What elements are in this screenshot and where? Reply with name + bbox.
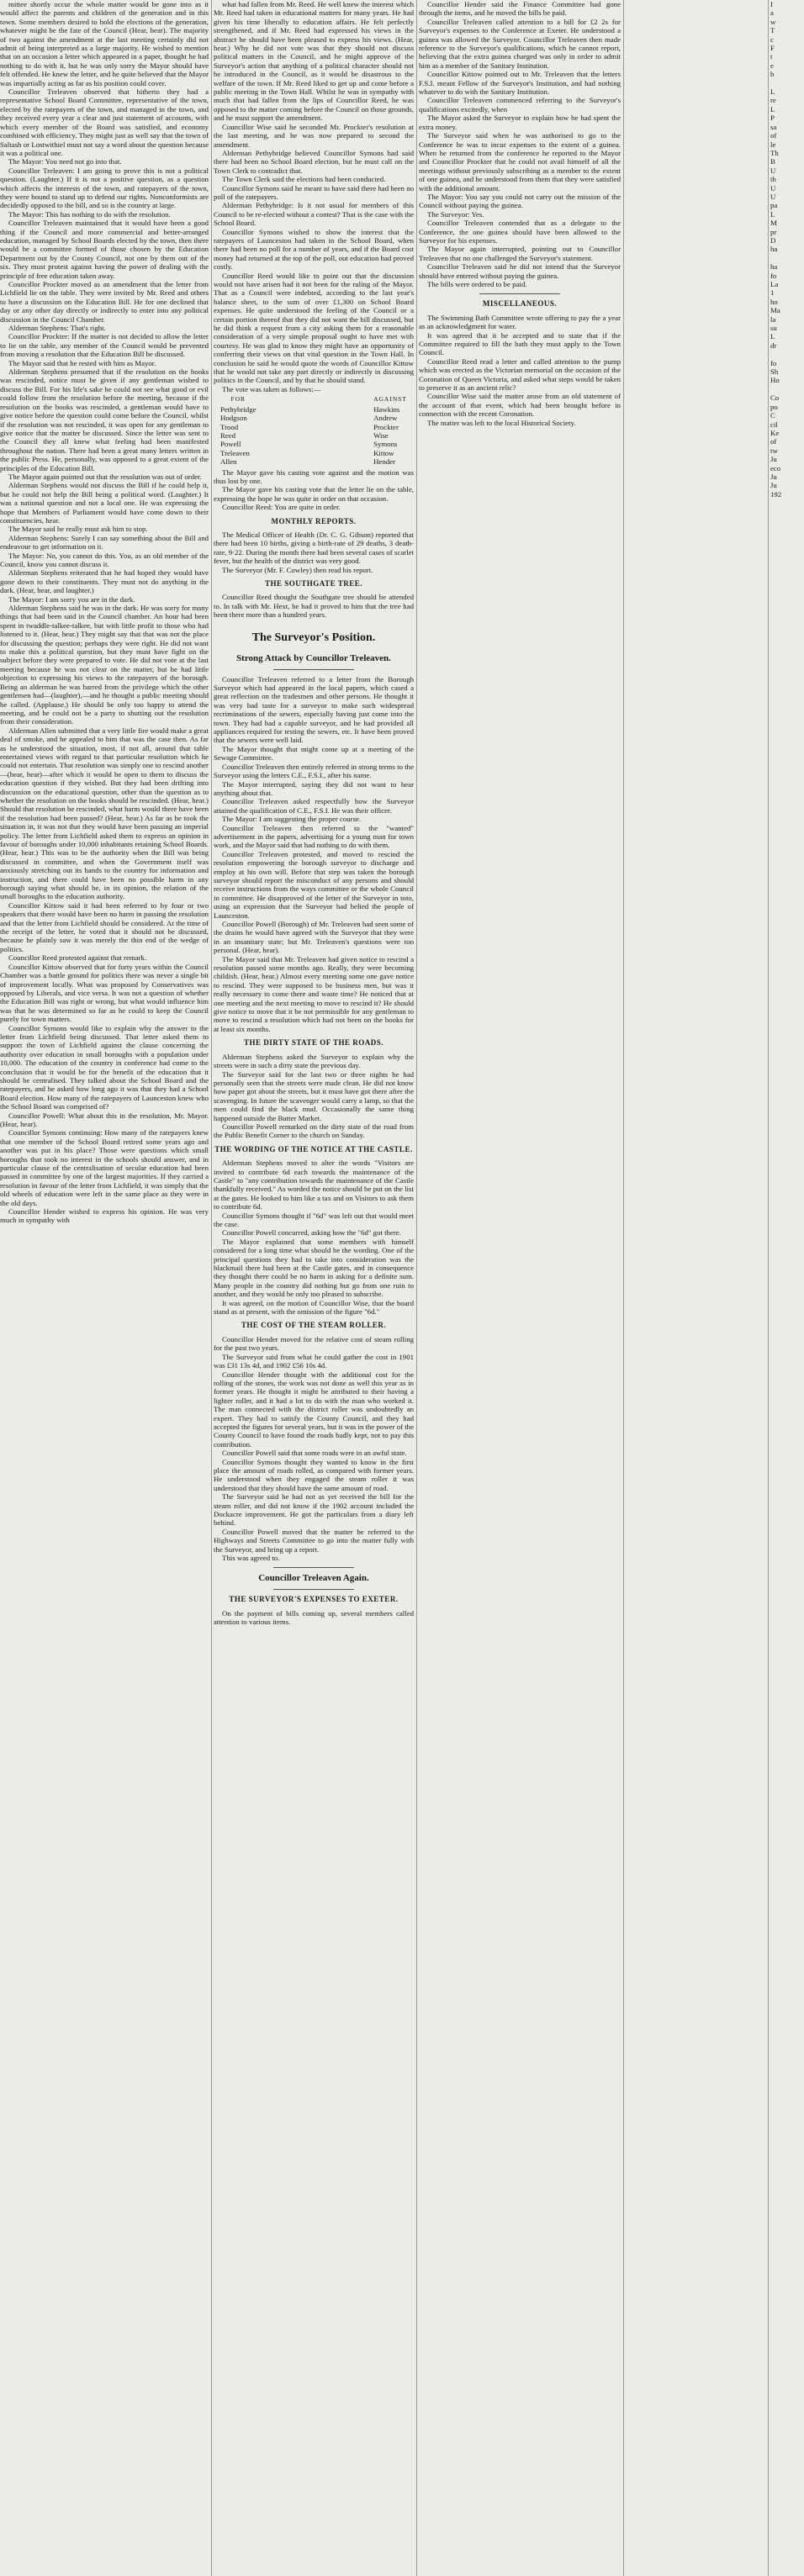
- paragraph: The Mayor said that Mr. Treleaven had given notice to rescind a resolution passed some months ago. Really, they were becoming childish. (Hear, hear.) Almost every meeting some one gave notice to rescind. They were supposed to be business men, but was it really necessary to come there and waste time? He noticed that at one meeting and the next meeting to move to rescind it? He should give notice to move that it be not permissible for any gentleman to move to rescind a resolution which had not been on the books for at least six months.: [214, 954, 414, 1033]
- paragraph: On the payment of bills coming up, several members called attention to various items.: [214, 1608, 414, 1627]
- margin-letter: Ju: [770, 472, 777, 481]
- margin-letter: fo: [770, 358, 777, 367]
- column-1: [0, 0, 209, 2576]
- margin-letter: C: [770, 411, 775, 420]
- section-heading: MONTHLY REPORTS.: [271, 516, 357, 525]
- vote-name: Hodgson: [220, 414, 247, 423]
- paragraph: The Town Clerk said the elections had been conducted.: [222, 175, 386, 184]
- margin-letter-list: [770, 0, 804, 499]
- vote-name: Andrew: [373, 414, 398, 423]
- section-heading: The Surveyor's Position.: [251, 631, 376, 644]
- margin-letter: Ke: [770, 428, 780, 437]
- paragraph: Councillor Symons thought they wanted to know in the first place the amount of roads rolled, as compared with former years. He understood when they engaged the steam roller it was understood that they should have the same amount of road.: [214, 1457, 414, 1492]
- margin-letter: 192: [770, 489, 782, 499]
- paragraph: Alderman Stephens would not discuss the Bill if he could help it, but he could not help the Bill being a political word. (Laughter.) It was a national question and not a local one. He was expressing the hope that Members of Parliament would have come down to their constituencies, hear.: [0, 481, 209, 525]
- paragraph: Councillor Kittow said it had been referred to by four or two speakers that there would have been no harm in passing the resolution and that the letter from Lichfield should be considered. At the time of the receipt of the letter, he voted that it should not be discussed, because he plainly saw it was merely the thin end of the wedge of politics.: [0, 900, 209, 953]
- paragraph: The Mayor again interrupted, pointing out to Councillor Treleaven that no one challenged the Surveyor's statement.: [419, 245, 621, 262]
- paragraph: Councillor Wise said he seconded Mr. Prockter's resolution at the last meeting, and he was now prepared to second the amendment.: [214, 122, 414, 149]
- paragraph: The Surveyor (Mr. F. Cowley) then read his report.: [222, 565, 373, 574]
- margin-letter: L: [770, 87, 775, 97]
- paragraph: Councillor Hender said the Finance Committee had gone through the items, and he moved the bills be paid.: [419, 0, 621, 18]
- cropped-adjacent-column: [770, 0, 804, 2576]
- paragraph: The Mayor: You say you could not carry out the mission of the Council without paying the guinea.: [419, 192, 621, 210]
- margin-letter: c: [770, 34, 774, 44]
- paragraph: Councillor Kittow observed that for forty years within the Council Chamber was a battle ground for politics there was never a single bit of improvement locally. What was proposed by Conservatives was opposed by Liberals, and vice versa. It was not a question of whether the Education Bill was right or wrong, but what would influence him was that he was determined so far as he could to keep the Council purely for town matters.: [0, 962, 209, 1024]
- column-3: [419, 0, 621, 2576]
- paragraph: Councillor Reed read a letter and called attention to the pump which was erected as the Victorian memorial on the occasion of the Coronation of Queen Victoria, and asked what steps would be taken to preserve it as an ancient relic?: [419, 356, 621, 393]
- paragraph: Alderman Stephens presumed that if the resolution on the books was rescinded, notice must be given if any gentleman wished to discuss the Bill. For his life's sake he could not see what good or evil could follow from the resolution before the meeting, because if the resolution on the books was rescinded, a gentleman would have to give notice before the question could come before the Council, whilst if the resolution was not rescinded, it was open for any gentleman to give notice that the matter be discussed. Since the letter was sent to the Council they all knew what feeling had been manifested throughout the nation. There had been a great many letters written in the public Press. He, personally, was opposed to a great extent of the principles of the Education Bill.: [0, 367, 209, 472]
- column-2: [214, 0, 414, 2576]
- paragraph: Councillor Symons would like to explain why the answer to the letter from Lichfield being discussed. That letter asked them to support the town of Lichfield against the clause concerning the authority over education in small boroughs with a population under 10,000. The education of the country in conference had come to the conclusion that it would be for the benefit of the education that it should be centralised. They talked about the School Board and the ratepayers, and he asked how long ago it was that they had a School Board election. How many of the ratepayers of Launceston knew who the School Board was comprised of?: [0, 1023, 209, 1111]
- paragraph: Councillor Treleaven then entirely referred in strong terms to the Surveyor using the letters C.E., F.S.I., after his name.: [214, 762, 414, 780]
- paragraph: Councillor Powell said that some roads were in an awful state.: [222, 1449, 407, 1458]
- votes-for-heading: FOR: [230, 395, 246, 404]
- votes-against-heading: AGAINST: [373, 395, 407, 404]
- margin-letter: Co: [770, 393, 780, 403]
- margin-letter: ho: [770, 297, 778, 306]
- paragraph: Councillor Powell remarked on the dirty state of the road from the Public Benefit Corner to the church on Sunday.: [214, 1122, 414, 1140]
- paragraph: Councillor Powell (Borough) of Mr. Treleaven had seen some of the drains he would have agreed with the Surveyor that they were in an insanitary state; but Mr. Treleaven's questions were too personal. (Hear, hear).: [214, 920, 414, 955]
- paragraph: Councillor Treleaven observed that hitherto they had a representative School Board Committee, representative of the town, elected by the ratepayers of the town, and managed in the town, and they received every year a clear and just statement of accounts, with which every member of the Board was satisfied, and economy combined with efficiency. They might just as well say that the town of Saltash or Lostwithiel must not say a word about the question because it was a political one.: [0, 87, 209, 157]
- margin-letter: th: [770, 175, 776, 184]
- paragraph: This was agreed to.: [222, 1554, 280, 1563]
- paragraph: The Mayor: This has nothing to do with the resolution.: [8, 209, 171, 219]
- margin-letter: ha: [770, 245, 778, 254]
- paragraph: Councillor Symons continuing: How many of the ratepayers knew that one member of the School Board retired some years ago and another was put in his place? Those were questions which small boroughs that took no interest in the schools should answer, and in particular clause of the centralisation of secular education had been passed in committee by one of the largest majorities. If they carried a resolution in favour of the letter from Lichfield, it was simply that the old wheels of education were left in the same place as they were in the old days.: [0, 1128, 209, 1207]
- vote-name: Trood: [220, 422, 239, 431]
- paragraph: Councillor Reed thought the Southgate tree should be attended to. In talk with Mr. Hext, he had it proved to him that the tree had been there more than a hundred years.: [214, 593, 414, 620]
- paragraph: Alderman Stephens asked the Surveyor to explain why the streets were in such a dirty state the previous day.: [214, 1052, 414, 1070]
- paragraph: Alderman Stephens moved to alter the words "Visitors are invited to contribute 6d each towards the maintenance of the Castle" to "any contribution towards the maintenance of the Castle thankfully received." As worded the notice should be put on the list at the gates. He looked to him like a tax and on Visitors to ask them to contribute 6d.: [214, 1159, 414, 1211]
- paragraph: Councillor Treleaven protested, and moved to rescind the resolution empowering the borough surveyor to discharge and employ at his own will. Before that step was taken the borough surveyor should report the misconduct of any persons and should receive instructions from the ways committee or the whole Council in committee. He disapproved of the letter of the Surveyor in toto, using an expression that the Surveyor had belied the people of Launceston.: [214, 849, 414, 920]
- margin-letter: I: [770, 0, 773, 8]
- paragraph: The Mayor: I am sorry you are in the dark.: [8, 594, 135, 604]
- margin-letter: sa: [770, 122, 777, 131]
- paragraph: Councillor Treleaven: I am going to prove this is not a political question. (Laughter.) If it is not a positive question, as a question which affects the interests of the town, and ratepayers of the town, they were bound to stand up to defend our rights. Nonconformists are decidedly opposed to the bill, and so is the country at large.: [0, 166, 209, 210]
- paragraph: The Mayor thought that might come up at a meeting of the Sewage Committee.: [214, 744, 414, 763]
- margin-letter: [770, 385, 804, 393]
- paragraph: The Mayor: You need not go into that.: [8, 157, 122, 166]
- divider: [273, 1567, 353, 1568]
- vote-table: [220, 395, 407, 466]
- column-rule: [768, 0, 769, 2576]
- section-heading: MISCELLANEOUS.: [482, 299, 558, 309]
- paragraph: The Mayor said that he rested with him as Mayor.: [8, 358, 156, 367]
- column-rule: [416, 0, 417, 2576]
- margin-letter: cil: [770, 420, 778, 429]
- paragraph: Alderman Pethybridge believed Councillor Symons had said there had been no School Board election, but he must call on the Town Clerk to contradict that.: [214, 148, 414, 175]
- paragraph: Councillor Treleaven commenced referring to the Surveyor's qualifications excitedly, when: [419, 96, 621, 113]
- section-subheading: Strong Attack by Councillor Treleaven.: [236, 652, 391, 663]
- margin-letter: L: [770, 104, 775, 113]
- margin-letter: w: [770, 17, 776, 26]
- margin-letter: pa: [770, 201, 778, 210]
- margin-letter: La: [770, 280, 779, 288]
- section-heading: THE WORDING OF THE NOTICE AT THE CASTLE.: [214, 1144, 413, 1153]
- vote-name: Reed: [220, 430, 236, 440]
- vote-name: Prockter: [373, 422, 399, 431]
- paragraph: Councillor Treleaven called attention to a bill for £2 2s for Surveyor's expenses to the Conference at Exeter. He understood a guinea was allowed the Surveyor. Councillor Treleaven then made reference to the Surveyor's qualifications, which he cannot report, believing that the extra guinea charged was only in order to admit him as a member of the Sanitary Institution.: [419, 17, 621, 70]
- margin-letter: e: [770, 61, 774, 70]
- vote-name: Pethybridge: [220, 404, 257, 414]
- paragraph: Councillor Symons wished to show the interest that the ratepayers of Launceston had taken in the School Board, when there had been no poll for a number of years, and if the Board cost money had returned at the top of the poll, out education had proved costly.: [214, 227, 414, 272]
- paragraph: The Surveyor said for the last two or three nights he had personally seen that the streets were made clean. He did not know how paper got about the streets, but it must have got there after the scavenging. In future the scavenger would carry a lamp, so that the men could find the black mud. Occasionally the same thing happened outside the Butter Market.: [214, 1069, 414, 1122]
- section-heading: THE COST OF THE STEAM ROLLER.: [241, 1321, 387, 1330]
- paragraph: Councillor Symons said he meant to have said there had been no poll of the ratepayers.: [214, 183, 414, 201]
- margin-letter: [770, 254, 804, 262]
- paragraph: Councillor Powell moved that the matter be referred to the Highways and Streets Committee to go into the matter fully with the Surveyor, and bring up a report.: [214, 1527, 414, 1554]
- margin-letter: P: [770, 113, 775, 123]
- paragraph: The Mayor: I am suggesting the proper course.: [222, 815, 362, 824]
- paragraph: Councillor Treleaven asked respectfully how the Surveyor attained the qualification of C.E., F.S.I. He was their officer.: [214, 797, 414, 815]
- paragraph: Alderman Allen submitted that a very little fire would make a great deal of smoke, and he appealed to him that was the case then. As far as he understood the situation, most, if not all, around that table entertained views with regard to that particular resolution which he could not entertain. That resolution was simply one to rescind another—(hear, hear)—after which it would be open to them to discuss the education question if they wished. But they had been drifting into discussion on the educational question, other than the question as to whether the resolution on the books should be rescinded. (Hear, hear.) Should that resolution be rescinded, what harm would there have been if the resolution had been passed? (Hear, hear.) As far as he took the situation in, it was not that they would have been passing an imperial policy. The letter from Lichfield asked them to express an opinion in favour of boroughs under 10,000 inhabitants retaining School Boards. (Hear, hear.) This was to be the authority when the Bill was being discussed in committee, and when the Government itself was anxiously stretching out its hands to the country for information and instruction, and there could have been no possible harm in any borough saying what should be, in its opinion, the relation of the small boroughs to the education authority.: [0, 726, 209, 901]
- margin-letter: Ho: [770, 376, 780, 385]
- paragraph: Councillor Reed: You are quite in order.: [222, 503, 341, 512]
- margin-letter: M: [770, 219, 777, 228]
- margin-letter: la: [770, 314, 776, 324]
- paragraph: Councillor Hender moved for the relative cost of steam rolling for the past two years.: [214, 1334, 414, 1353]
- vote-name: Kittow: [373, 448, 394, 457]
- paragraph: Alderman Stephens: Surely I can say something about the Bill and endeavour to get information on it.: [0, 533, 209, 552]
- margin-letter: of: [770, 131, 777, 140]
- paragraph: The Surveyor said when he was authorised to go to the Conference he was to incur expenses to the extent of a guinea. When he returned from the conference he reported to the Mayor and Councillor Prockter that he could not avail himself of all the meetings without previously subscribing as a member to the extent of one guinea, and he understood from them that they were satisfied with the additional amount.: [419, 131, 621, 193]
- paragraph: The Swimming Bath Committee wrote offering to pay the a year as an acknowledgment for water.: [419, 313, 621, 331]
- margin-letter: Ju: [770, 455, 777, 464]
- paragraph: Councillor Hender thought with the additional cost for the rolling of the stones, the work was not done as well this year as in former years. He thought it might be attributed to their having a lighter roller, and it had a lot to do with the man who worked it. The man connected with the district roller was undoubtedly an expert. They had to satisfy the County Council, and they had accepted the figures for several years, but it was in the power of the County Council to have found the roads badly kept, not to pay this contribution.: [214, 1370, 414, 1449]
- paragraph: Councillor Prockter moved as an amendment that the letter from Lichfield lie on the table. They were invited by Mr. Reed and others to have a discussion on the Education Bill. He for one declined that day or any other day directly or indirectly to enter into any political discussion in the Council Chamber.: [0, 280, 209, 324]
- section-heading: Councillor Treleaven Again.: [258, 1573, 369, 1584]
- paragraph: mittee shortly occur the whole matter would be gone into as it would affect the parents and children of the generation and in this town. Some members desired to hold the elections of the generation, whatever might be the fate of the Council (Hear, hear). The majority of two against the amendment at the last meeting certainly did not admit of being interpreted as a large majority. He wished to mention that on an occasion a letter which appeared in a paper, thought he had nothing to do with it, but he was only sorry the Mayor should have felt offended. He knew the letter, and he quite believed that the Mayor was impartially acting as far as his position could cover.: [0, 0, 209, 87]
- votes-for-list: [220, 395, 257, 466]
- section-heading: THE SOUTHGATE TREE.: [265, 579, 362, 588]
- vote-name: Symons: [373, 440, 398, 449]
- paragraph: Councillor Treleaven maintained that it would have been a good thing if the Council and more commercial and better-arranged education, managed by School Boards elected by the town, then there would be a committee formed of those chosen by the Education Department out by the County Council, not one by them out of the six. They must protest against having the power of dealing with the principle of free education taken away.: [0, 219, 209, 280]
- margin-letter: U: [770, 183, 776, 193]
- margin-letter: po: [770, 402, 778, 411]
- divider: [273, 669, 353, 670]
- margin-letter: U: [770, 166, 776, 175]
- margin-letter: ha: [770, 262, 778, 272]
- paragraph: It was agreed that it be accepted and to state that if the Committee required to fill the bath they must apply to the Town Council.: [419, 330, 621, 357]
- margin-letter: a: [770, 8, 774, 18]
- paragraph: Councillor Prockter: If the matter is not decided to allow the letter to lie on the table, any member of the Council would be prevented from moving a resolution that the Education Bill be discussed.: [0, 332, 209, 359]
- margin-letter: F: [770, 44, 775, 53]
- paragraph: The Mayor gave his casting vote that the letter lie on the table, expressing the hope he was quite in order on that occasion.: [214, 485, 414, 503]
- paragraph: The Mayor again pointed out that the resolution was out of order.: [8, 472, 202, 481]
- margin-letter: Th: [770, 148, 779, 157]
- margin-letter: re: [770, 96, 776, 105]
- column-rule: [211, 0, 212, 2576]
- paragraph: The Mayor said he really must ask him to stop.: [8, 525, 148, 534]
- divider: [273, 1589, 353, 1590]
- paragraph: Councillor Reed protested against that remark.: [8, 953, 147, 963]
- margin-letter: t: [770, 52, 773, 61]
- vote-name: Hawkins: [373, 404, 400, 414]
- margin-letter: L: [770, 209, 775, 219]
- margin-letter: [770, 79, 804, 87]
- margin-letter: fo: [770, 271, 777, 280]
- paragraph: Councillor Wise said the matter arose from an old statement of the account of that event, which had been brought before in connection with the recent Coronation.: [419, 392, 621, 419]
- margin-letter: of: [770, 437, 777, 446]
- margin-letter: [770, 350, 804, 358]
- vote-name: Wise: [373, 430, 389, 440]
- paragraph: The Mayor explained that some members with himself considered for a long time what should be the wording. One of the principal questions they had to take into consideration was the blackmail there had been at the Castle gates, and in consequence they thought there could be no harm in asking for a definite sum. Many people in the country did nothing but go from one ruin to another, and they would be only too pleased to subscribe.: [214, 1237, 414, 1299]
- paragraph: The Mayor gave his casting vote against and the motion was thus lost by one.: [214, 467, 414, 485]
- paragraph: It was agreed, on the motion of Councillor Wise, that the board stand as at present, with the omission of the figure "6d.": [214, 1298, 414, 1317]
- paragraph: Alderman Stephens: That's right.: [8, 324, 106, 333]
- margin-letter: eco: [770, 463, 781, 472]
- paragraph: The Mayor asked the Surveyor to explain how he had spent the extra money.: [419, 113, 621, 131]
- vote-name: Powell: [220, 440, 241, 449]
- paragraph: Councillor Treleaven contended that as a delegate to the Conference, the one guinea should have been allowed to the Surveyor for his expenses.: [419, 219, 621, 245]
- paragraph: Councillor Powell: What about this in the resolution, Mr. Mayor. (Hear, hear).: [0, 1111, 209, 1128]
- paragraph: Councillor Reed would like to point out that the discussion would not have arisen had it not been for the ruling of the Mayor. That as a Council were indebted, according to the last year's balance sheet, to the sum of over £1,300 on School Board expenses. He quite understood the feeling of the Council or a certain portion thereof that they did not want the bill discussed, but he did think a request from a city asking them for a reasonable consideration of a very simple proposal ought to have met with courtesy. He was glad to know they might have an opportunity of conferring their views on that vital question in the Town Hall. In conclusion he said he would quote the words of Councillor Kittow that he would not take any part directly or indirectly in discussing politics in the Council, and by that he should stand.: [214, 271, 414, 385]
- paragraph: The Surveyor said from what he could gather the cost in 1901 was £31 13s 4d, and 1902 £56 10s 4d.: [214, 1352, 414, 1370]
- margin-letter: le: [770, 140, 776, 149]
- paragraph: Councillor Symons thought if "6d" was left out that would meet the case.: [214, 1211, 414, 1228]
- paragraph: The bills were ordered to be paid.: [427, 280, 527, 288]
- margin-letter: Ju: [770, 481, 777, 490]
- paragraph: The vote was taken as follows:—: [222, 384, 321, 393]
- paragraph: The Medical Officer of Health (Dr. C. G. Gibson) reported that there had been 10 births, giving a birth-rate of 29 deaths, 3 death-rate, 9·22. During the month there had been several cases of scarlet fever, but the health of the district was very good.: [214, 530, 414, 566]
- margin-letter: L: [770, 332, 775, 341]
- column-4-blank: [626, 0, 767, 2576]
- paragraph: Councillor Treleaven referred to a letter from the Borough Surveyor which had appeared in the local papers, which cased a great reflection on the tradesmen and other persons. He thought it was very bad taste for a surveyor to make such widespread recriminations of the sewers, especially having just come into the town. They had had a capable surveyor, and he had provided all appliances required for testing the sewers, etc. It have been proved that the sewers were well laid.: [214, 674, 414, 745]
- margin-letter: b: [770, 70, 775, 79]
- section-subheading: THE SURVEYOR'S EXPENSES TO EXETER.: [229, 1595, 399, 1604]
- paragraph: Councillor Kittow pointed out to Mr. Treleaven that the letters F.S.I. meant Fellow of the Surveyor's Institution, and had nothing whatever to do with the Sanitary Institution.: [419, 70, 621, 97]
- paragraph: Councillor Treleaven said he did not intend that the Surveyor should have entered without paying the guinea.: [419, 262, 621, 280]
- margin-letter: Ma: [770, 306, 780, 315]
- margin-letter: U: [770, 192, 776, 201]
- paragraph: Alderman Stephens said he was in the dark. He was sorry for many things that had been said in the Council chamber. An hour had been spent in twaddle-talkee-talkee, but with little profit to those who had listened to it. (Hear, hear.) They might say that that was not the place for discussing the question; perhaps they were right. He did not want to make this a political question, but they must have fight on the subject before they were prepared to vote. He did not vote at the last meeting because he was not clear on the matter, but he had little objection to expressing his views to the ratepayers of the borough. Being an alderman he was barred from the privilege which the other gentlemen had—(laughter),—and he thought a public meeting should be called. (Applause.) He should be only too happy to attend the meeting, and he could not be a party to shutting out the resolution from their consideration.: [0, 604, 209, 726]
- section-heading: THE DIRTY STATE OF THE ROADS.: [243, 1038, 384, 1048]
- margin-letter: su: [770, 324, 777, 333]
- margin-letter: B: [770, 157, 775, 166]
- paragraph: Alderman Stephens reiterated that he had hoped they would have gone down to their constituents. They must not do anything in the dark. (Hear, hear, and laughter.): [0, 568, 209, 595]
- paragraph: Councillor Powell concurred, asking how the "6d" got there.: [222, 1228, 401, 1238]
- margin-letter: 1: [770, 288, 775, 298]
- vote-name: Allen: [220, 457, 237, 467]
- paragraph: The Surveyor said he had not as yet received the bill for the steam roller, and did not know if the 1902 account included the Dockacre improvement. He got the particulars from a diary left behind.: [214, 1492, 414, 1528]
- margin-letter: D: [770, 235, 776, 245]
- paragraph: The matter was left to the local Historical Society.: [427, 418, 576, 427]
- vote-name: Hender: [373, 457, 395, 467]
- margin-letter: Sh: [770, 367, 779, 377]
- paragraph: The Surveyor: Yes.: [427, 209, 484, 219]
- margin-letter: dr: [770, 340, 777, 350]
- paragraph: Councillor Hender wished to express his opinion. He was very much in sympathy with: [0, 1207, 209, 1225]
- votes-against-list: [373, 395, 407, 466]
- vote-name: Treleaven: [220, 448, 250, 457]
- margin-letter: T: [770, 26, 775, 35]
- paragraph: The Mayor interrupted, saying they did not want to hear anything about that.: [214, 779, 414, 797]
- margin-letter: pr: [770, 227, 777, 236]
- margin-letter: tw: [770, 446, 778, 455]
- column-rule: [623, 0, 624, 2576]
- paragraph: The Mayor: No, you cannot do this. You, as an old member of the Council, know you cannot discuss it.: [0, 551, 209, 568]
- paragraph: Alderman Pethybridge: Is it not usual for members of this Council to be re-elected without a contest? That is the case with the School Board.: [214, 201, 414, 228]
- paragraph: Councillor Treleaven then referred to the "wanted" advertisement in the papers, advertising for a young man for town work, and the Mayor said that had nothing to do with them.: [214, 823, 414, 850]
- divider: [479, 293, 560, 294]
- paragraph: what had fallen from Mr. Reed. He well knew the interest which Mr. Reed had taken in educational matters for many years. He had given his time liberally to education affairs. He felt perfectly strengthened, and if Mr. Reed had expressed his views in the abstract he should have been pleased to express his views. (Hear, hear.) Why he did not vote was that they should not discuss political matters in the Council, and he might approve of the Surveyor's action that anything of a political character should not be introduced in the Council, as it would be disastrous to the welfare of the town. If Mr. Reed liked to get up and come before a public meeting in the Town Hall. Whilst he was in sympathy with much that had fallen from the lips of Councillor Reed, he was opposed to the matter coming before the Council on those grounds, and he must support the amendment.: [214, 0, 414, 123]
